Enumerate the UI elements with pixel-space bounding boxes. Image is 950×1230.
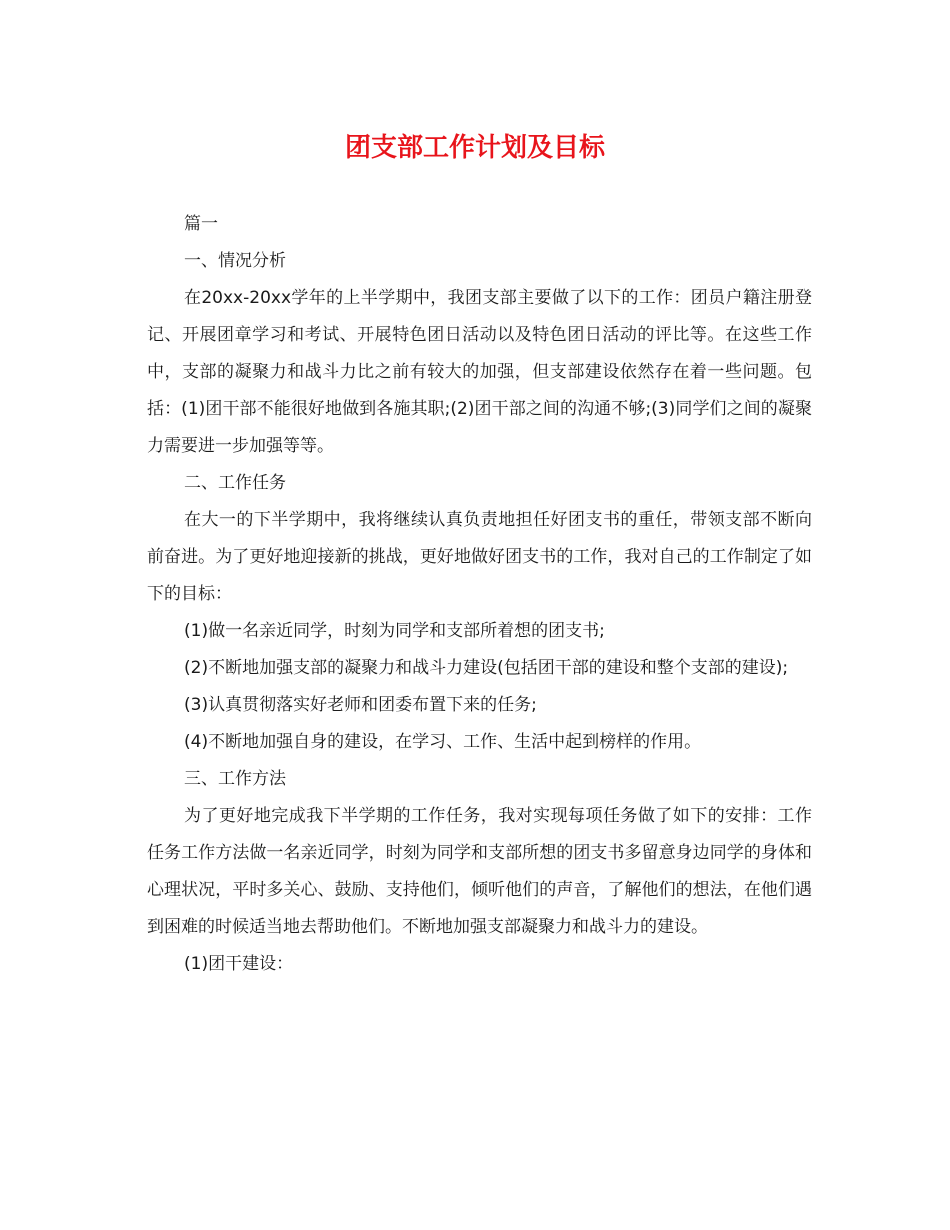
list-item: (2)不断地加强支部的凝聚力和战斗力建设(包括团干部的建设和整个支部的建设); [184, 658, 789, 678]
list-item: (1)团干建设： [184, 954, 294, 974]
list-item: (4)不断地加强自身的建设，在学习、工作、生活中起到榜样的作用。 [184, 732, 702, 752]
section-label: 篇一 [184, 214, 218, 234]
list-item: (1)做一名亲近同学，时刻为同学和支部所着想的团支书; [184, 621, 605, 641]
paragraph: 在20xx-20xx学年的上半学期中，我团支部主要做了以下的工作：团员户籍注册登记、开展团章学习和考试、开展特色团日活动以及特色团日活动的评比等。在这些工作中，支部的凝聚力和战斗力比之前有较大的加强，但支部建设依然存在着一些问题。包括：(1)团干部不能很好地做到各施其职;(2)团干部之间的沟通不够;(3)同学们之间的凝聚力需要进一步加强等等。 [147, 288, 812, 456]
paragraph: 为了更好地完成我下半学期的工作任务，我对实现每项任务做了如下的安排：工作任务工作方法做一名亲近同学，时刻为同学和支部所想的团支书多留意身边同学的身体和心理状况，平时多关心、鼓励、支持他们，倾听他们的声音，了解他们的想法，在他们遇到困难的时候适当地去帮助他们。不断地加强支部凝聚力和战斗力的建设。 [147, 806, 812, 937]
paragraph: 在大一的下半学期中，我将继续认真负责地担任好团支书的重任，带领支部不断向前奋进。为了更好地迎接新的挑战，更好地做好团支书的工作，我对自己的工作制定了如下的目标： [147, 510, 812, 604]
document-body [147, 206, 812, 983]
list-item: (3)认真贯彻落实好老师和团委布置下来的任务; [184, 695, 537, 715]
section-heading: 二、工作任务 [184, 473, 286, 493]
section-heading: 一、情况分析 [184, 251, 286, 271]
document-title: 团支部工作计划及目标 [344, 133, 605, 163]
section-heading: 三、工作方法 [184, 769, 286, 789]
